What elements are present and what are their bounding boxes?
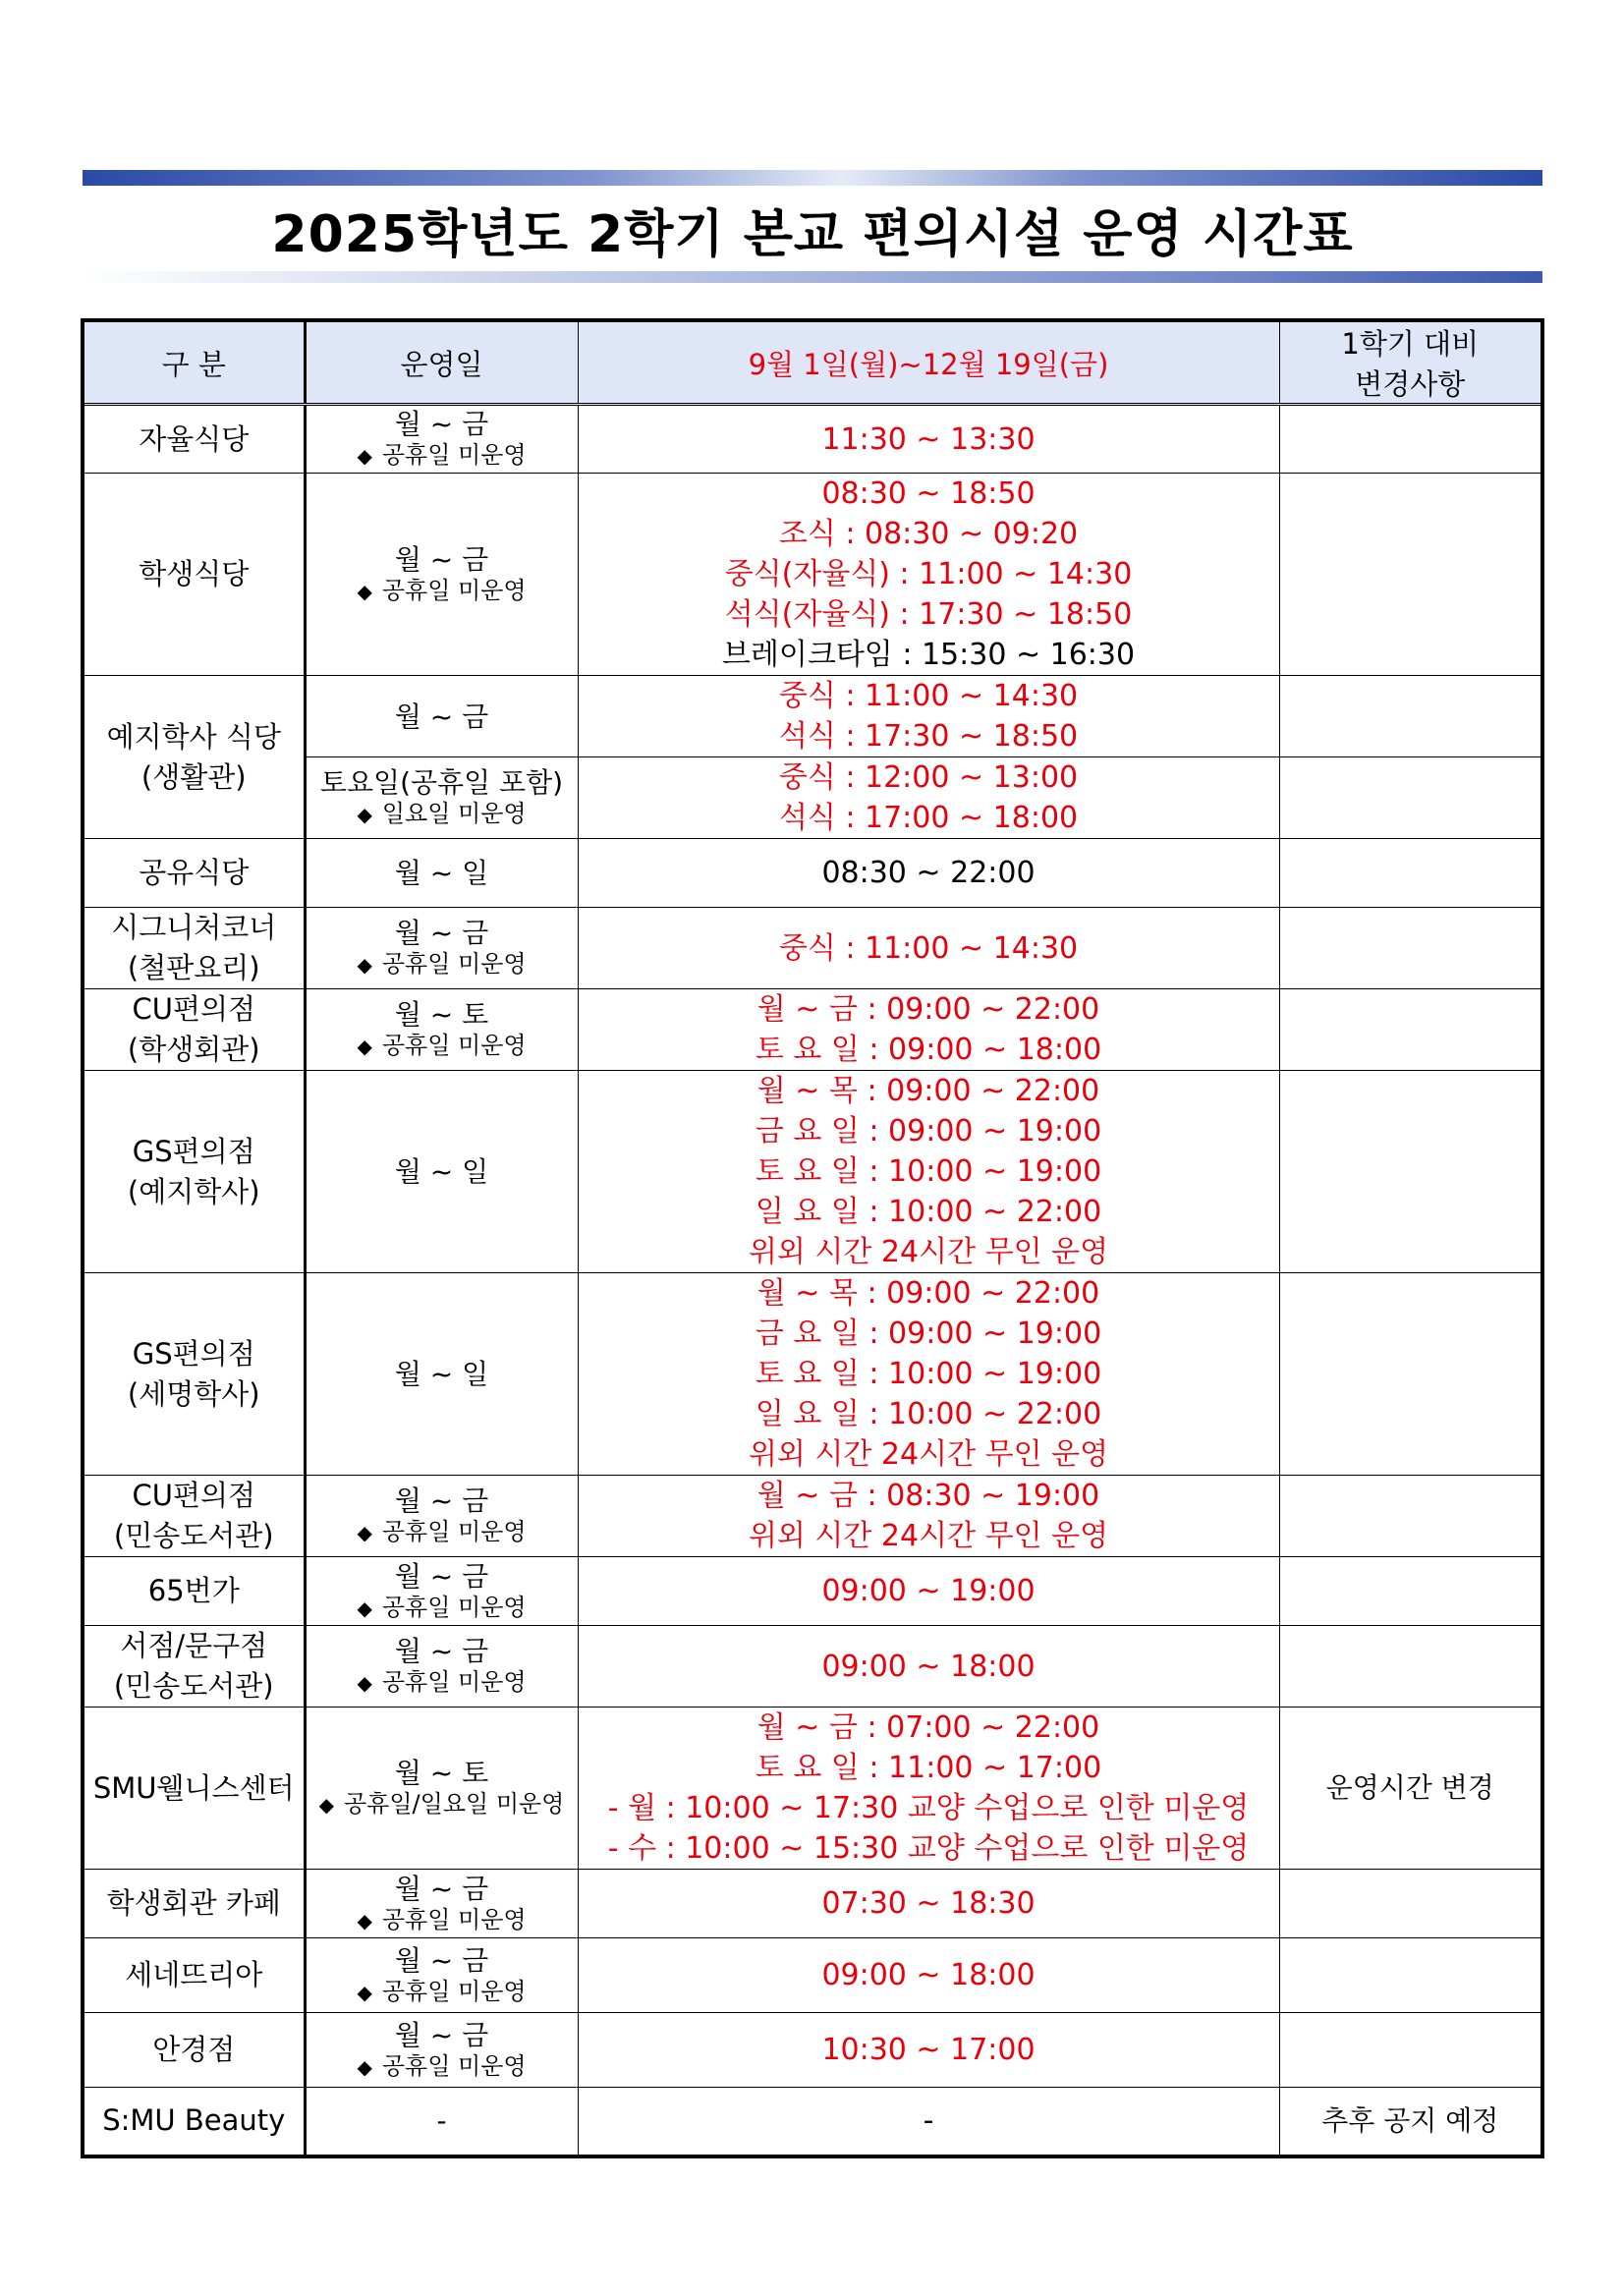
table-row <box>83 1071 1542 1273</box>
diamond-icon: ◆ <box>357 444 372 468</box>
closed-note <box>307 1905 578 1935</box>
category-cell <box>83 2088 305 2156</box>
table-row <box>83 1870 1542 1938</box>
category-cell <box>83 474 305 676</box>
category-label: (민송도서관) <box>113 1669 274 1703</box>
days-label: - <box>436 2104 447 2138</box>
category-label: SMU웰니스센터 <box>92 1770 295 1805</box>
category-cell <box>83 1071 305 1273</box>
days-cell <box>305 908 578 989</box>
hours-line: 중식 : 11:00 ~ 14:30 <box>778 679 1079 713</box>
header-period: 9월 1일(월)~12월 19일(금) <box>578 320 1279 405</box>
category-label: S:MU Beauty <box>102 2103 286 2138</box>
days-cell <box>305 2013 578 2088</box>
hours-line: 09:00 ~ 18:00 <box>821 1958 1036 1992</box>
hours-cell <box>578 1476 1279 1557</box>
days-cell <box>305 1071 578 1273</box>
change-cell <box>1279 676 1542 757</box>
hours-cell <box>578 676 1279 757</box>
header-change <box>1279 320 1542 405</box>
table-header-row <box>83 320 1542 405</box>
category-label: 세네뜨리아 <box>125 1958 263 1991</box>
closed-note-text: 공휴일/일요일 미운영 <box>344 1790 565 1818</box>
change-cell <box>1279 1626 1542 1708</box>
hours-line: 일 요 일 : 10:00 ~ 22:00 <box>755 1397 1102 1431</box>
category-cell <box>83 908 305 989</box>
days-cell <box>305 1938 578 2013</box>
closed-note <box>307 1667 578 1698</box>
table-row <box>83 839 1542 908</box>
hours-line: 토 요 일 : 10:00 ~ 19:00 <box>755 1154 1102 1189</box>
hours-line: 위외 시간 24시간 무인 운영 <box>748 1437 1109 1472</box>
closed-note-text: 공휴일 미운영 <box>381 1977 527 2005</box>
category-label: 학생식당 <box>139 557 250 590</box>
change-cell <box>1279 757 1542 839</box>
days-cell <box>305 474 578 676</box>
category-cell <box>83 1708 305 1870</box>
change-cell <box>1279 908 1542 989</box>
hours-line: 10:30 ~ 17:00 <box>821 2033 1036 2067</box>
table-row <box>83 989 1542 1071</box>
category-label: 서점/문구점 <box>120 1629 268 1662</box>
hours-line: 금 요 일 : 09:00 ~ 19:00 <box>755 1114 1102 1148</box>
hours-cell <box>578 1557 1279 1626</box>
hours-line: 석식 : 17:00 ~ 18:00 <box>778 801 1079 835</box>
category-label: CU편의점 <box>132 992 256 1026</box>
category-label: 자율식당 <box>139 421 250 456</box>
hours-line: 석식(자율식) : 17:30 ~ 18:50 <box>724 597 1133 632</box>
hours-line: 07:30 ~ 18:30 <box>821 1886 1036 1921</box>
table-body <box>83 405 1542 2156</box>
closed-note-text: 공휴일 미운영 <box>381 1668 527 1696</box>
category-cell <box>83 1273 305 1476</box>
category-label: 공유식당 <box>139 856 250 889</box>
hours-line: 월 ~ 목 : 09:00 ~ 22:00 <box>756 1074 1100 1108</box>
closed-note <box>307 576 578 606</box>
hours-line: - 월 : 10:00 ~ 17:30 교양 수업으로 인한 미운영 <box>607 1791 1250 1825</box>
hours-line: 08:30 ~ 18:50 <box>821 476 1036 511</box>
category-cell <box>83 2013 305 2088</box>
change-cell <box>1279 989 1542 1071</box>
category-cell <box>83 1938 305 2013</box>
change-cell <box>1279 1071 1542 1273</box>
category-cell <box>83 1626 305 1708</box>
hours-line: 월 ~ 금 : 08:30 ~ 19:00 <box>756 1479 1100 1513</box>
page-title: 2025학년도 2학기 본교 편의시설 운영 시간표 <box>271 204 1354 264</box>
days-cell <box>305 1273 578 1476</box>
hours-line: 석식 : 17:30 ~ 18:50 <box>778 719 1079 754</box>
change-cell <box>1279 839 1542 908</box>
hours-line: 금 요 일 : 09:00 ~ 19:00 <box>755 1316 1102 1351</box>
diamond-icon: ◆ <box>357 579 372 603</box>
table-row <box>83 474 1542 676</box>
closed-note <box>307 1031 578 1061</box>
hours-cell <box>578 989 1279 1071</box>
days-label: 월 ~ 금 <box>394 1872 489 1905</box>
closed-note-text: 공휴일 미운영 <box>381 1593 527 1621</box>
diamond-icon: ◆ <box>318 1793 334 1817</box>
table-row <box>83 405 1542 474</box>
hours-line: 월 ~ 금 : 09:00 ~ 22:00 <box>756 992 1100 1027</box>
days-label: 월 ~ 금 <box>394 917 489 949</box>
change-cell: 추후 공지 예정 <box>1279 2088 1542 2156</box>
closed-note <box>307 440 578 471</box>
change-cell: 운영시간 변경 <box>1279 1708 1542 1870</box>
closed-note-text: 공휴일 미운영 <box>381 2051 527 2080</box>
table-row <box>83 1708 1542 1870</box>
table-row <box>83 908 1542 989</box>
hours-cell <box>578 2088 1279 2156</box>
days-label: 월 ~ 금 <box>394 1484 489 1517</box>
closed-note-text: 공휴일 미운영 <box>381 1032 527 1059</box>
table-row <box>83 676 1542 757</box>
closed-note <box>307 1789 578 1820</box>
days-cell <box>305 989 578 1071</box>
closed-note <box>307 799 578 829</box>
table-row <box>83 2013 1542 2088</box>
days-cell <box>305 839 578 908</box>
header-days: 운영일 <box>305 320 578 405</box>
table-row <box>83 1626 1542 1708</box>
diamond-icon: ◆ <box>357 1035 372 1058</box>
category-label: 안경점 <box>152 2033 236 2066</box>
category-label: 시그니처코너 <box>111 911 277 944</box>
hours-cell <box>578 405 1279 474</box>
change-cell <box>1279 1938 1542 2013</box>
category-label: 65번가 <box>147 1574 240 1607</box>
closed-note-text: 공휴일 미운영 <box>381 576 527 604</box>
days-cell <box>305 1708 578 1870</box>
hours-line: 09:00 ~ 18:00 <box>821 1649 1036 1684</box>
title-bar-bottom <box>83 271 1542 283</box>
closed-note <box>307 1517 578 1547</box>
category-label: (생활관) <box>140 759 247 794</box>
closed-note <box>307 1593 578 1623</box>
hours-cell <box>578 1708 1279 1870</box>
category-label: CU편의점 <box>132 1479 256 1512</box>
days-cell <box>305 757 578 839</box>
closed-note-text: 공휴일 미운영 <box>381 950 527 978</box>
category-label: GS편의점 <box>132 1336 255 1371</box>
hours-line: 토 요 일 : 09:00 ~ 18:00 <box>755 1033 1102 1067</box>
hours-cell <box>578 1870 1279 1938</box>
hours-cell <box>578 908 1279 989</box>
hours-line: 중식(자율식) : 11:00 ~ 14:30 <box>724 557 1133 591</box>
hours-cell <box>578 1071 1279 1273</box>
change-cell <box>1279 405 1542 474</box>
days-cell <box>305 1870 578 1938</box>
hours-line: 08:30 ~ 22:00 <box>821 856 1036 890</box>
hours-line: 중식 : 11:00 ~ 14:30 <box>778 930 1079 966</box>
diamond-icon: ◆ <box>357 803 372 826</box>
change-cell <box>1279 1870 1542 1938</box>
change-cell <box>1279 1273 1542 1476</box>
diamond-icon: ◆ <box>357 1521 372 1544</box>
diamond-icon: ◆ <box>357 2054 372 2079</box>
category-label: (학생회관) <box>127 1033 260 1066</box>
header-change-line2: 변경사항 <box>1355 367 1466 401</box>
days-cell <box>305 2088 578 2156</box>
header-change-line1: 1학기 대비 <box>1341 327 1480 361</box>
days-cell <box>305 1557 578 1626</box>
hours-line: 토 요 일 : 11:00 ~ 17:00 <box>755 1751 1102 1785</box>
days-label: 월 ~ 금 <box>394 2018 489 2051</box>
change-cell <box>1279 474 1542 676</box>
category-label: (철판요리) <box>127 951 260 984</box>
hours-line: 브레이크타임 : 15:30 ~ 16:30 <box>721 638 1136 672</box>
category-label: (예지학사) <box>127 1174 260 1208</box>
schedule-table <box>81 318 1544 2158</box>
closed-note-text: 공휴일 미운영 <box>381 441 527 469</box>
category-cell <box>83 1870 305 1938</box>
table-row <box>83 1557 1542 1626</box>
title-bar-top <box>83 170 1542 186</box>
diamond-icon: ◆ <box>357 1908 372 1932</box>
days-label: 월 ~ 금 <box>394 700 489 733</box>
closed-note <box>307 949 578 980</box>
closed-note-text: 공휴일 미운영 <box>381 1518 527 1545</box>
hours-cell <box>578 839 1279 908</box>
hours-cell <box>578 1273 1279 1476</box>
hours-line: 월 ~ 목 : 09:00 ~ 22:00 <box>756 1276 1100 1311</box>
table-row <box>83 1938 1542 2013</box>
hours-line: 위외 시간 24시간 무인 운영 <box>748 1519 1109 1553</box>
change-cell <box>1279 1476 1542 1557</box>
diamond-icon: ◆ <box>357 953 372 977</box>
hours-cell <box>578 1626 1279 1708</box>
days-cell <box>305 1626 578 1708</box>
diamond-icon: ◆ <box>357 1980 372 2004</box>
hours-cell <box>578 1938 1279 2013</box>
category-label: (민송도서관) <box>113 1519 274 1552</box>
table-row <box>83 1273 1542 1476</box>
category-label: 예지학사 식당 <box>106 719 281 754</box>
hours-line: 조식 : 08:30 ~ 09:20 <box>778 517 1079 551</box>
days-label: 월 ~ 일 <box>394 1358 489 1390</box>
hours-line: 중식 : 12:00 ~ 13:00 <box>778 760 1079 795</box>
hours-cell <box>578 2013 1279 2088</box>
days-label: 토요일(공휴일 포함) <box>319 766 564 799</box>
days-label: 월 ~ 금 <box>394 1559 489 1593</box>
closed-note <box>307 1977 578 2007</box>
category-cell <box>83 1476 305 1557</box>
hours-line: 월 ~ 금 : 07:00 ~ 22:00 <box>756 1710 1100 1745</box>
closed-note <box>307 2051 578 2082</box>
category-cell <box>83 676 305 839</box>
days-label: 월 ~ 금 <box>394 1943 489 1977</box>
change-cell <box>1279 2013 1542 2088</box>
days-cell <box>305 1476 578 1557</box>
days-cell <box>305 405 578 474</box>
category-label: (세명학사) <box>127 1376 260 1411</box>
hours-line: 일 요 일 : 10:00 ~ 22:00 <box>755 1195 1102 1229</box>
closed-note-text: 일요일 미운영 <box>381 800 527 827</box>
days-label: 월 ~ 금 <box>394 542 489 576</box>
diamond-icon: ◆ <box>357 1671 372 1695</box>
hours-line: - 수 : 10:00 ~ 15:30 교양 수업으로 인한 미운영 <box>607 1831 1250 1866</box>
category-cell <box>83 839 305 908</box>
diamond-icon: ◆ <box>357 1596 372 1620</box>
table-row <box>83 1476 1542 1557</box>
days-label: 월 ~ 토 <box>394 998 489 1031</box>
category-label: 학생회관 카페 <box>106 1886 281 1920</box>
hours-line: 위외 시간 24시간 무인 운영 <box>748 1235 1109 1269</box>
table-row <box>83 2088 1542 2156</box>
days-label: 월 ~ 금 <box>394 408 489 440</box>
hours-cell <box>578 474 1279 676</box>
days-label: 월 ~ 금 <box>394 1635 489 1667</box>
days-label: 월 ~ 일 <box>394 857 489 889</box>
category-cell <box>83 1557 305 1626</box>
hours-line: - <box>923 2103 934 2139</box>
hours-line: 11:30 ~ 13:30 <box>821 421 1036 457</box>
days-cell <box>305 676 578 757</box>
hours-line: 09:00 ~ 19:00 <box>821 1574 1036 1608</box>
closed-note-text: 공휴일 미운영 <box>381 1905 527 1933</box>
hours-cell <box>578 757 1279 839</box>
hours-line: 토 요 일 : 10:00 ~ 19:00 <box>755 1357 1102 1391</box>
category-cell <box>83 989 305 1071</box>
days-label: 월 ~ 일 <box>394 1155 489 1188</box>
category-label: GS편의점 <box>132 1134 255 1168</box>
category-cell <box>83 405 305 474</box>
change-cell <box>1279 1557 1542 1626</box>
header-category: 구 분 <box>83 320 305 405</box>
days-label: 월 ~ 토 <box>394 1757 489 1789</box>
